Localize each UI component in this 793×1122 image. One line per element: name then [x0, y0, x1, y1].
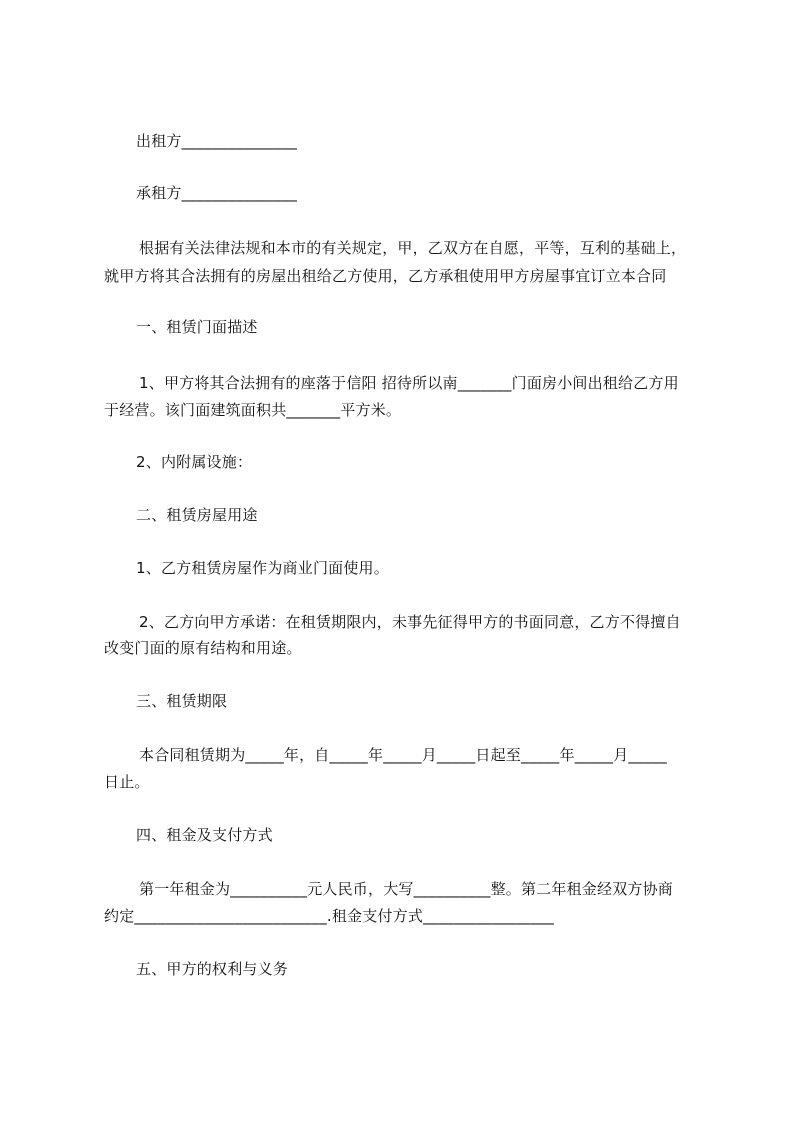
- preamble-line-2: 就甲方将其合法拥有的房屋出租给乙方使用，乙方承租使用甲方房屋事宜订立本合同: [104, 267, 667, 285]
- section-1-item-1-line-2: 于经营。该门面建筑面积共_______平方米。: [104, 401, 402, 419]
- lessee-line: 承租方_______________: [136, 184, 298, 202]
- section-2-heading: 二、租赁房屋用途: [136, 506, 258, 524]
- section-2-item-1: 1、乙方租赁房屋作为商业门面使用。: [136, 559, 389, 577]
- section-3-term-line-2: 日止。: [104, 773, 150, 791]
- section-4-heading: 四、租金及支付方式: [136, 826, 273, 844]
- section-1-heading: 一、租赁门面描述: [136, 318, 258, 336]
- section-5-heading: 五、甲方的权利与义务: [136, 960, 289, 978]
- section-1-item-2: 2、内附属设施：: [136, 453, 253, 471]
- section-3-term-line-1: 本合同租赁期为_____年，自_____年_____月_____日起至_____年_____月_____: [139, 746, 667, 764]
- section-2-item-2-line-1: 2、乙方向甲方承诺：在租赁期限内，未事先征得甲方的书面同意，乙方不得擅自: [139, 613, 681, 631]
- preamble-line-1: 根据有关法律法规和本市的有关规定，甲，乙双方在自愿，平等，互利的基础上，: [139, 239, 687, 257]
- section-4-rent-line-1: 第一年租金为__________元人民币，大写__________整。第二年租金经双方协商: [139, 880, 674, 898]
- lessor-line: 出租方_______________: [136, 132, 298, 150]
- section-4-rent-line-2: 约定_________________________.租金支付方式_________________: [104, 907, 554, 925]
- section-2-item-2-line-2: 改变门面的原有结构和用途。: [104, 639, 302, 657]
- section-1-item-1-line-1: 1、甲方将其合法拥有的座落于信阳 招待所以南_______门面房小间出租给乙方用: [139, 374, 679, 392]
- section-3-heading: 三、租赁期限: [136, 692, 228, 710]
